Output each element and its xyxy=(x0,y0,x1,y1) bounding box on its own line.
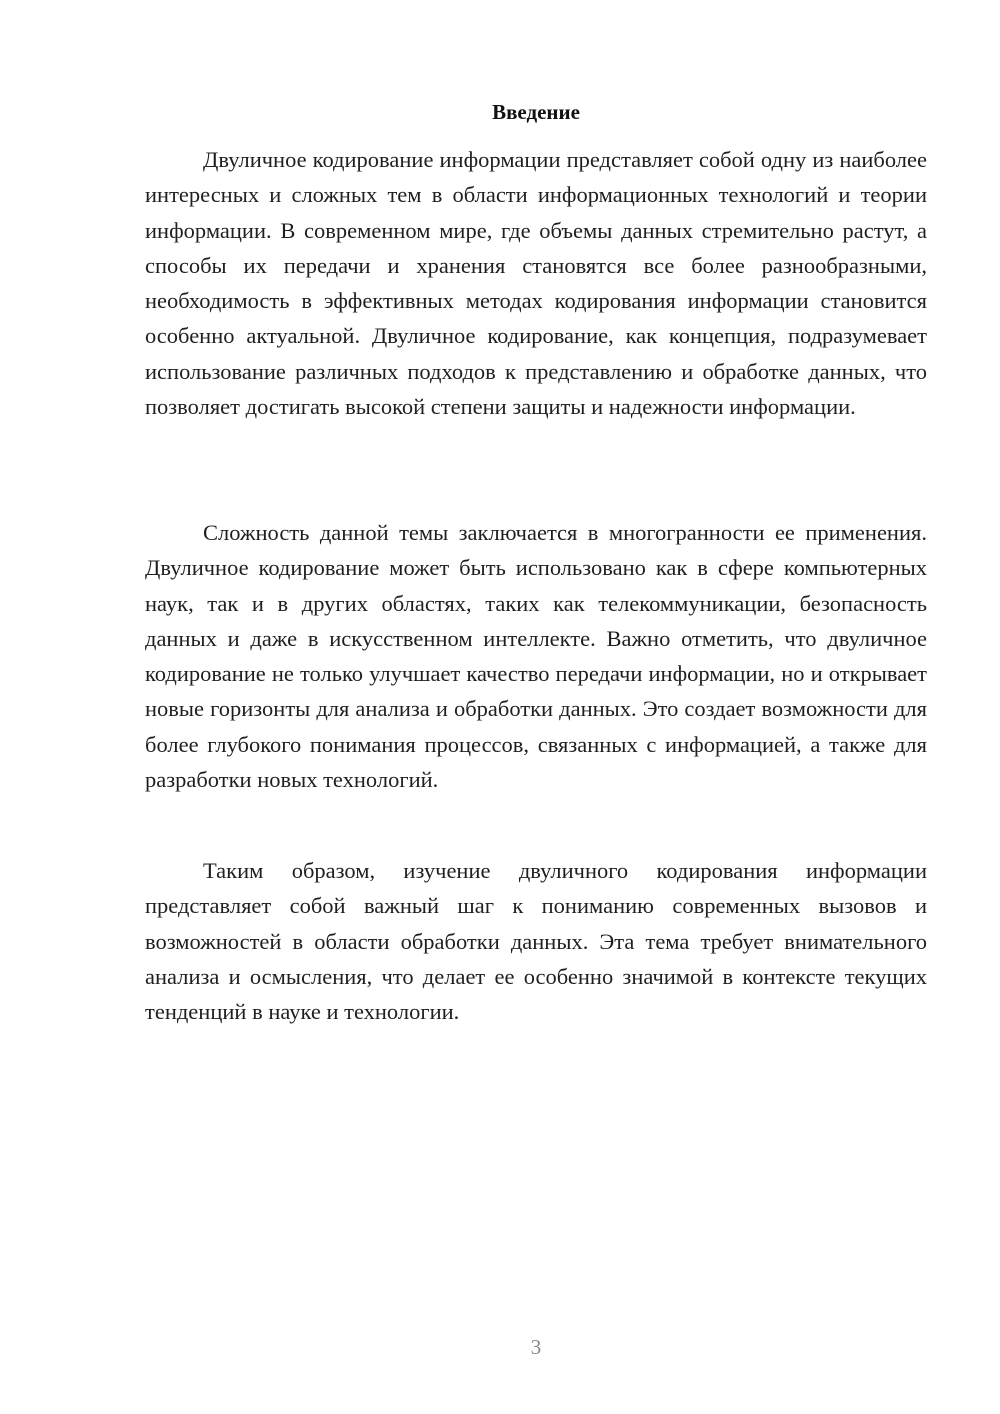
page-number: 3 xyxy=(530,1335,542,1359)
paragraph-2: Сложность данной темы заключается в многогранности ее применения. Двуличное кодирование может быть использовано как в сфере компьютерных наук, так и в других областях, таких как телекоммуникации, безопасность данных и даже в искусственном интеллекте. Важно отметить, что двуличное кодирование не только улучшает качество передачи информации, но и открывает новые горизонты для анализа и обработки данных. Это создает возможности для более глубокого понимания процессов, связанных с информацией, а также для разработки новых технологий. xyxy=(145,520,927,793)
paragraph-1: Двуличное кодирование информации представляет собой одну из наиболее интересных и сложных тем в области информационных технологий и теории информации. В современном мире, где объемы данных стремительно растут, а способы их передачи и хранения становятся все более разнообразными, необходимость в эффективных методах кодирования информации становится особенно актуальной. Двуличное кодирование, как концепция, подразумевает использование различных подходов к представлению и обработке данных, что позволяет достигать высокой степени защиты и надежности информации. xyxy=(145,147,927,420)
page-title: Введение xyxy=(492,100,580,124)
paragraph-3: Таким образом, изучение двуличного кодирования информации представляет собой важный шаг к пониманию современных вызовов и возможностей в области обработки данных. Эта тема требует внимательного анализа и осмысления, что делает ее особенно значимой в контексте текущих тенденций в науке и технологии. xyxy=(145,858,927,1025)
